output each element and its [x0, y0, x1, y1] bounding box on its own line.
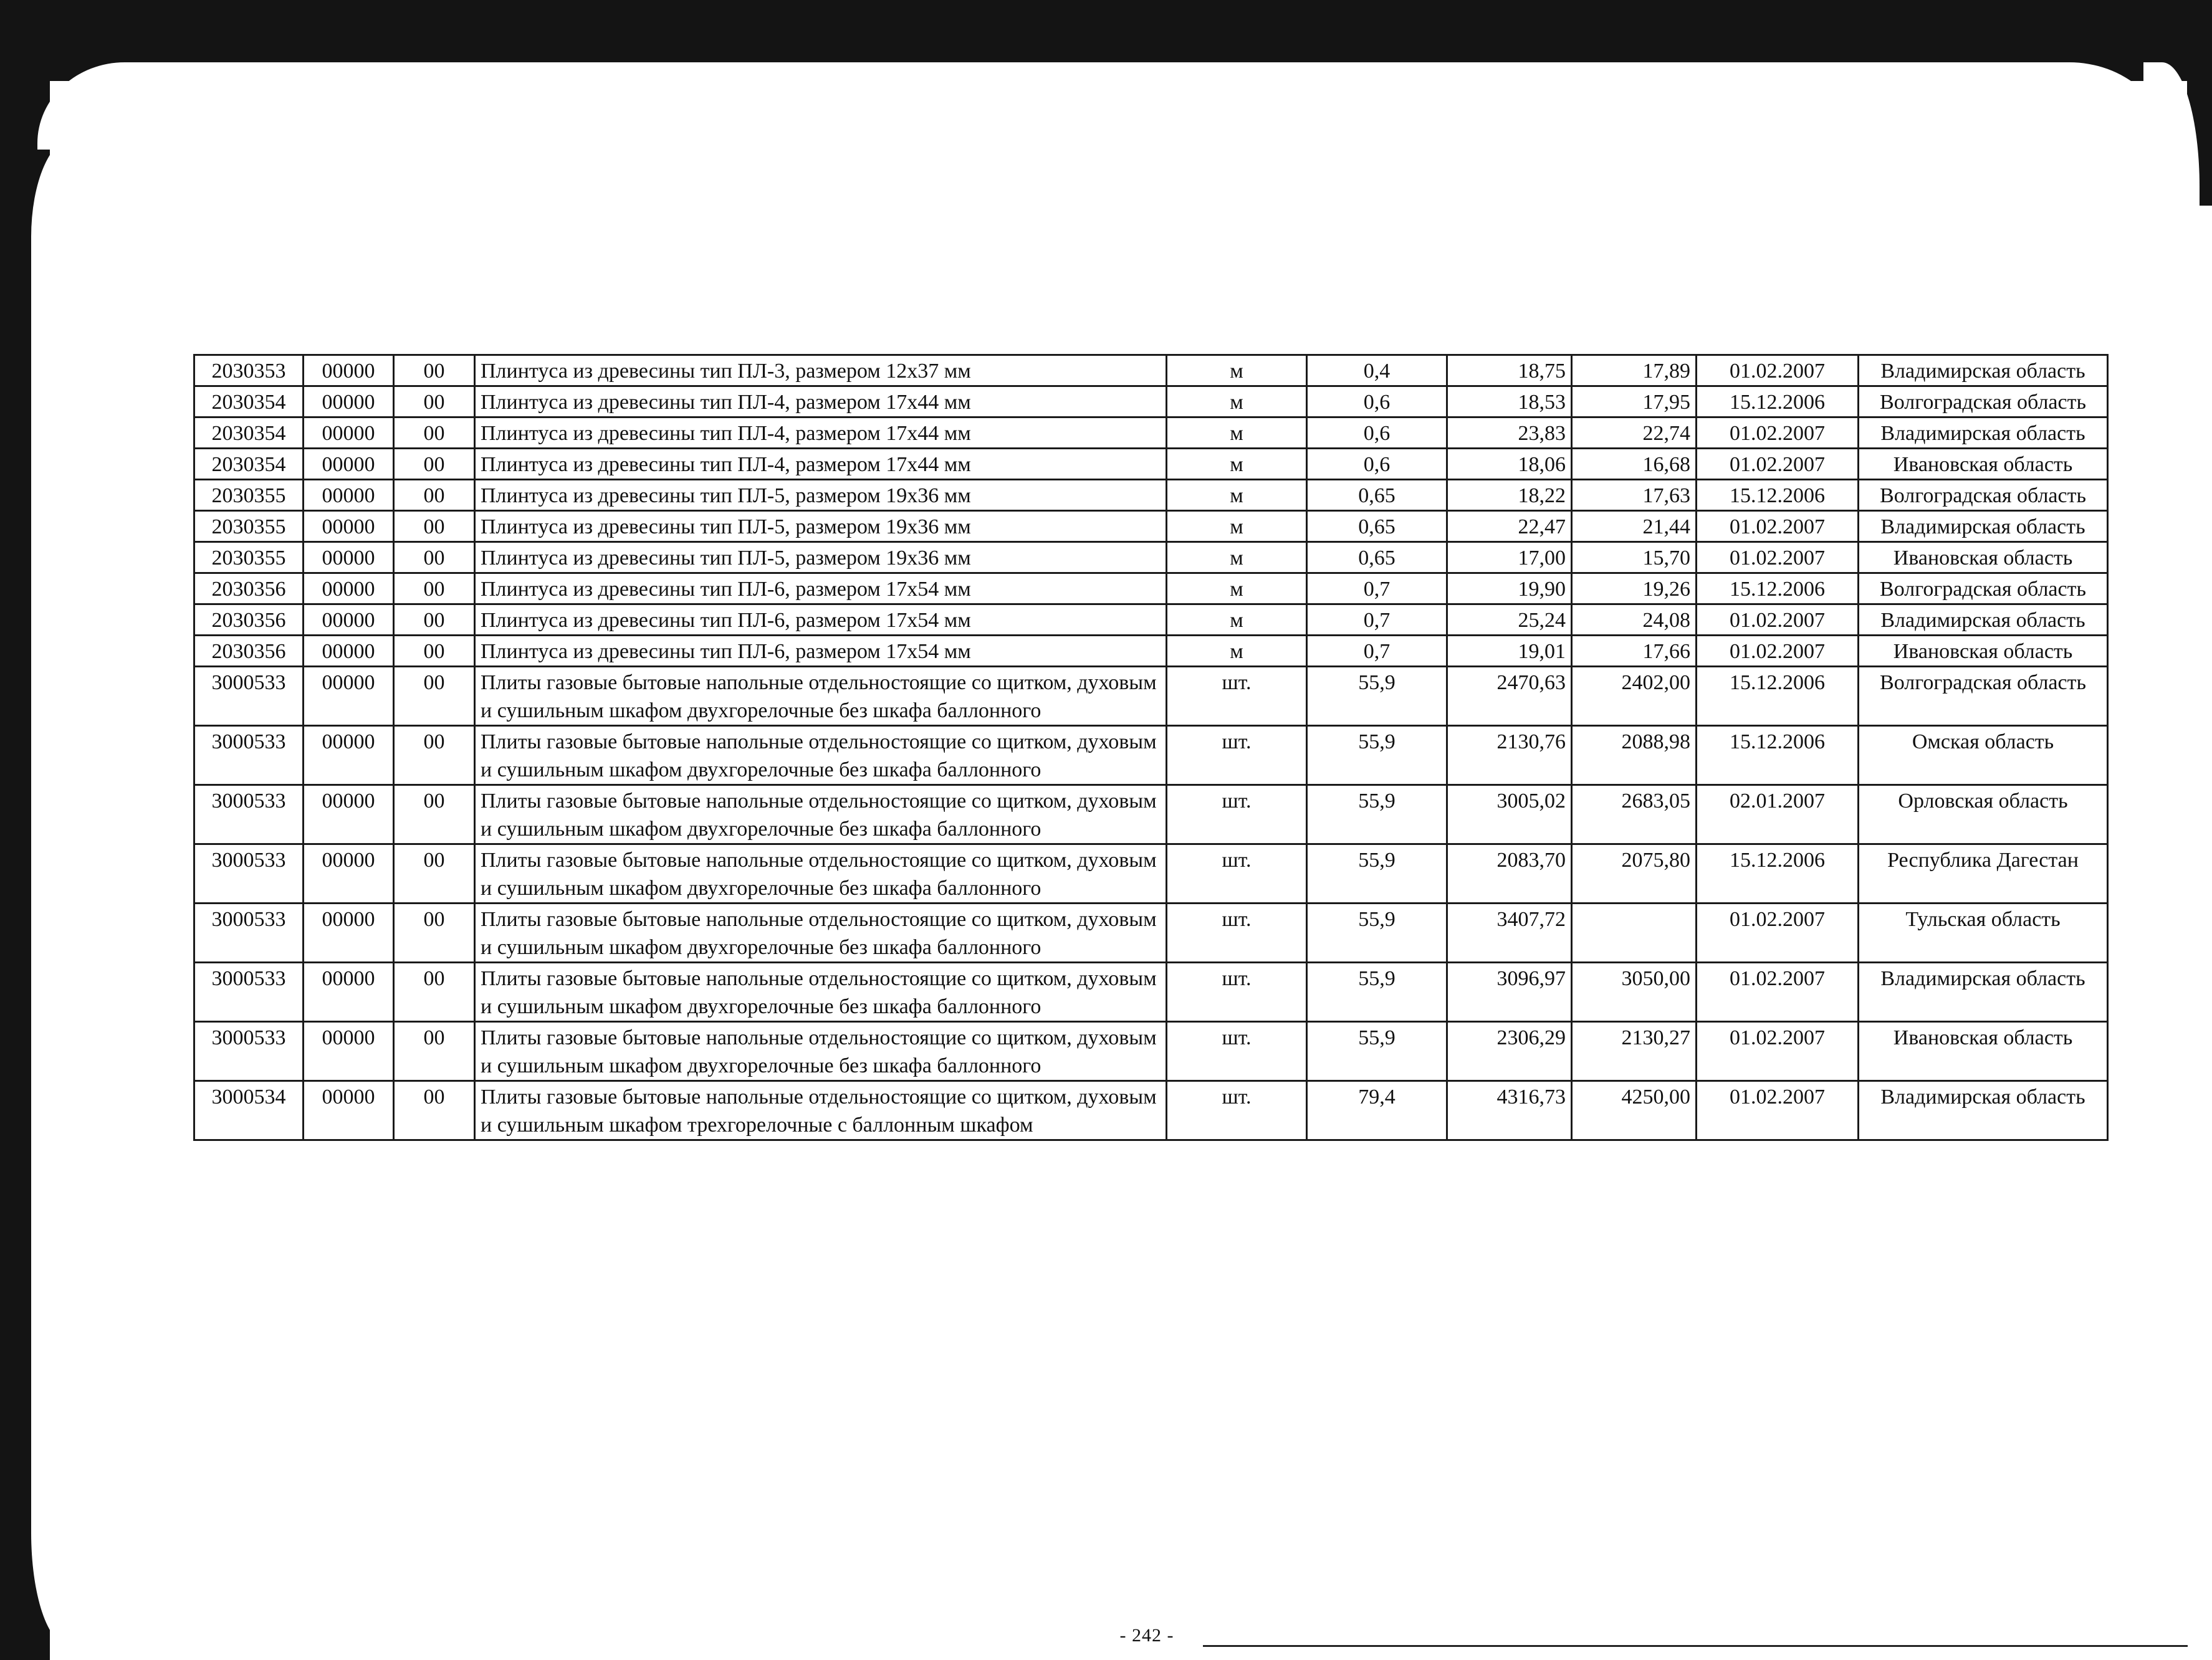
- row-code: 2030354: [194, 417, 304, 449]
- row-name: Плинтуса из древесины тип ПЛ-6, размером 17х54 мм: [475, 573, 1167, 604]
- row-subcode: 00000: [304, 604, 394, 636]
- row-subcode: 00000: [304, 904, 394, 963]
- row-coefficient: 0,65: [1307, 480, 1447, 511]
- row-price-2: 2683,05: [1572, 785, 1697, 844]
- row-subcode-2: 00: [394, 480, 475, 511]
- row-date: 01.02.2007: [1697, 636, 1859, 667]
- row-coefficient: 55,9: [1307, 904, 1447, 963]
- row-coefficient: 55,9: [1307, 844, 1447, 904]
- table-row: [194, 355, 2108, 386]
- row-name: Плиты газовые бытовые напольные отдельностоящие со щитком, духовым и сушильным шкафом двухгорелочные без шкафа баллонного: [475, 785, 1167, 844]
- row-coefficient: 79,4: [1307, 1081, 1447, 1140]
- row-code: 2030356: [194, 604, 304, 636]
- row-price-2: 19,26: [1572, 573, 1697, 604]
- row-coefficient: 55,9: [1307, 785, 1447, 844]
- row-coefficient: 0,7: [1307, 573, 1447, 604]
- row-subcode-2: 00: [394, 511, 475, 542]
- row-name: Плиты газовые бытовые напольные отдельностоящие со щитком, духовым и сушильным шкафом двухгорелочные без шкафа баллонного: [475, 963, 1167, 1022]
- row-code: 2030356: [194, 636, 304, 667]
- row-region: Волгоградская область: [1859, 667, 2108, 726]
- row-date: 15.12.2006: [1697, 573, 1859, 604]
- row-date: 01.02.2007: [1697, 963, 1859, 1022]
- row-price-2: 2402,00: [1572, 667, 1697, 726]
- table-row: [194, 386, 2108, 417]
- row-price-1: 25,24: [1447, 604, 1572, 636]
- row-subcode-2: 00: [394, 542, 475, 573]
- row-subcode-2: 00: [394, 904, 475, 963]
- row-code: 3000533: [194, 667, 304, 726]
- row-price-1: 18,22: [1447, 480, 1572, 511]
- table-row: [194, 636, 2108, 667]
- row-date: 01.02.2007: [1697, 1022, 1859, 1081]
- row-price-2: 24,08: [1572, 604, 1697, 636]
- row-code: 3000534: [194, 1081, 304, 1140]
- row-subcode: 00000: [304, 667, 394, 726]
- row-date: 01.02.2007: [1697, 355, 1859, 386]
- row-subcode-2: 00: [394, 963, 475, 1022]
- row-price-2: 21,44: [1572, 511, 1697, 542]
- row-price-1: 2130,76: [1447, 726, 1572, 785]
- row-date: 01.02.2007: [1697, 904, 1859, 963]
- row-region: Тульская область: [1859, 904, 2108, 963]
- row-price-1: 2470,63: [1447, 667, 1572, 726]
- row-coefficient: 55,9: [1307, 1022, 1447, 1081]
- row-subcode-2: 00: [394, 386, 475, 417]
- row-subcode: 00000: [304, 511, 394, 542]
- row-subcode: 00000: [304, 785, 394, 844]
- row-name: Плинтуса из древесины тип ПЛ-3, размером 12х37 мм: [475, 355, 1167, 386]
- row-region: Республика Дагестан: [1859, 844, 2108, 904]
- row-coefficient: 0,6: [1307, 386, 1447, 417]
- row-unit: м: [1167, 355, 1307, 386]
- row-price-2: 16,68: [1572, 449, 1697, 480]
- table-row: [194, 480, 2108, 511]
- row-name: Плинтуса из древесины тип ПЛ-4, размером 17х44 мм: [475, 386, 1167, 417]
- row-subcode: 00000: [304, 480, 394, 511]
- row-date: 15.12.2006: [1697, 726, 1859, 785]
- row-price-1: 17,00: [1447, 542, 1572, 573]
- row-region: Волгоградская область: [1859, 573, 2108, 604]
- row-price-1: 3096,97: [1447, 963, 1572, 1022]
- row-coefficient: 0,65: [1307, 511, 1447, 542]
- row-price-1: 3005,02: [1447, 785, 1572, 844]
- row-name: Плиты газовые бытовые напольные отдельностоящие со щитком, духовым и сушильным шкафом трехгорелочные с баллонным шкафом: [475, 1081, 1167, 1140]
- row-price-2: 15,70: [1572, 542, 1697, 573]
- row-subcode: 00000: [304, 542, 394, 573]
- row-subcode-2: 00: [394, 785, 475, 844]
- row-subcode-2: 00: [394, 604, 475, 636]
- row-date: 01.02.2007: [1697, 542, 1859, 573]
- row-region: Волгоградская область: [1859, 386, 2108, 417]
- row-date: 15.12.2006: [1697, 386, 1859, 417]
- table-row: [194, 1022, 2108, 1081]
- row-unit: шт.: [1167, 904, 1307, 963]
- row-subcode: 00000: [304, 844, 394, 904]
- row-subcode-2: 00: [394, 726, 475, 785]
- table-row: [194, 844, 2108, 904]
- row-price-1: 3407,72: [1447, 904, 1572, 963]
- row-code: 2030354: [194, 449, 304, 480]
- row-date: 01.02.2007: [1697, 417, 1859, 449]
- row-subcode-2: 00: [394, 573, 475, 604]
- row-price-1: 2306,29: [1447, 1022, 1572, 1081]
- row-unit: м: [1167, 417, 1307, 449]
- row-name: Плиты газовые бытовые напольные отдельностоящие со щитком, духовым и сушильным шкафом двухгорелочные без шкафа баллонного: [475, 726, 1167, 785]
- table-row: [194, 449, 2108, 480]
- table-row: [194, 785, 2108, 844]
- row-code: 2030356: [194, 573, 304, 604]
- price-table-body: [194, 355, 2108, 1140]
- row-region: Владимирская область: [1859, 1081, 2108, 1140]
- row-price-2: 4250,00: [1572, 1081, 1697, 1140]
- row-name: Плиты газовые бытовые напольные отдельностоящие со щитком, духовым и сушильным шкафом двухгорелочные без шкафа баллонного: [475, 1022, 1167, 1081]
- row-price-2: 22,74: [1572, 417, 1697, 449]
- row-region: Ивановская область: [1859, 1022, 2108, 1081]
- row-coefficient: 0,4: [1307, 355, 1447, 386]
- row-date: 15.12.2006: [1697, 667, 1859, 726]
- row-code: 2030355: [194, 511, 304, 542]
- row-price-1: 23,83: [1447, 417, 1572, 449]
- table-row: [194, 904, 2108, 963]
- row-unit: м: [1167, 542, 1307, 573]
- row-region: Омская область: [1859, 726, 2108, 785]
- row-subcode: 00000: [304, 726, 394, 785]
- row-price-2: 2130,27: [1572, 1022, 1697, 1081]
- row-price-2: 17,66: [1572, 636, 1697, 667]
- row-region: Ивановская область: [1859, 542, 2108, 573]
- row-subcode-2: 00: [394, 449, 475, 480]
- row-price-2: 17,89: [1572, 355, 1697, 386]
- row-date: 01.02.2007: [1697, 1081, 1859, 1140]
- row-date: 01.02.2007: [1697, 511, 1859, 542]
- row-name: Плинтуса из древесины тип ПЛ-5, размером 19х36 мм: [475, 542, 1167, 573]
- table-row: [194, 511, 2108, 542]
- row-region: Владимирская область: [1859, 417, 2108, 449]
- row-date: 01.02.2007: [1697, 449, 1859, 480]
- table-row: [194, 1081, 2108, 1140]
- row-subcode-2: 00: [394, 1022, 475, 1081]
- row-unit: м: [1167, 604, 1307, 636]
- row-code: 3000533: [194, 963, 304, 1022]
- row-subcode-2: 00: [394, 355, 475, 386]
- row-code: 2030355: [194, 480, 304, 511]
- table-row: [194, 667, 2108, 726]
- table-row: [194, 573, 2108, 604]
- row-region: Волгоградская область: [1859, 480, 2108, 511]
- price-table: [193, 354, 2109, 1141]
- row-unit: шт.: [1167, 963, 1307, 1022]
- row-price-1: 18,75: [1447, 355, 1572, 386]
- row-unit: м: [1167, 511, 1307, 542]
- row-unit: шт.: [1167, 785, 1307, 844]
- row-name: Плиты газовые бытовые напольные отдельностоящие со щитком, духовым и сушильным шкафом двухгорелочные без шкафа баллонного: [475, 904, 1167, 963]
- row-subcode: 00000: [304, 573, 394, 604]
- row-price-1: 22,47: [1447, 511, 1572, 542]
- row-region: Владимирская область: [1859, 511, 2108, 542]
- row-price-2: 17,95: [1572, 386, 1697, 417]
- row-date: 15.12.2006: [1697, 480, 1859, 511]
- row-subcode: 00000: [304, 636, 394, 667]
- row-unit: м: [1167, 386, 1307, 417]
- row-region: Ивановская область: [1859, 636, 2108, 667]
- row-price-2: 3050,00: [1572, 963, 1697, 1022]
- row-subcode: 00000: [304, 417, 394, 449]
- row-subcode: 00000: [304, 1081, 394, 1140]
- row-coefficient: 55,9: [1307, 963, 1447, 1022]
- row-price-2: [1572, 904, 1697, 963]
- row-price-2: 17,63: [1572, 480, 1697, 511]
- row-region: Владимирская область: [1859, 963, 2108, 1022]
- row-unit: м: [1167, 449, 1307, 480]
- table-row: [194, 417, 2108, 449]
- page-number: - 242 -: [1119, 1625, 1174, 1646]
- row-price-2: 2088,98: [1572, 726, 1697, 785]
- row-date: 01.02.2007: [1697, 604, 1859, 636]
- row-coefficient: 0,7: [1307, 604, 1447, 636]
- table-row: [194, 542, 2108, 573]
- row-name: Плинтуса из древесины тип ПЛ-4, размером 17х44 мм: [475, 449, 1167, 480]
- table-row: [194, 604, 2108, 636]
- row-code: 2030355: [194, 542, 304, 573]
- row-coefficient: 55,9: [1307, 726, 1447, 785]
- row-unit: шт.: [1167, 1022, 1307, 1081]
- row-subcode: 00000: [304, 355, 394, 386]
- row-price-1: 4316,73: [1447, 1081, 1572, 1140]
- row-name: Плинтуса из древесины тип ПЛ-6, размером 17х54 мм: [475, 636, 1167, 667]
- row-code: 2030354: [194, 386, 304, 417]
- row-code: 3000533: [194, 1022, 304, 1081]
- row-price-1: 2083,70: [1447, 844, 1572, 904]
- row-subcode-2: 00: [394, 1081, 475, 1140]
- row-region: Владимирская область: [1859, 355, 2108, 386]
- row-unit: шт.: [1167, 726, 1307, 785]
- row-subcode: 00000: [304, 963, 394, 1022]
- row-subcode-2: 00: [394, 844, 475, 904]
- row-subcode: 00000: [304, 1022, 394, 1081]
- row-coefficient: 0,6: [1307, 417, 1447, 449]
- row-code: 3000533: [194, 904, 304, 963]
- row-price-1: 18,53: [1447, 386, 1572, 417]
- row-region: Орловская область: [1859, 785, 2108, 844]
- row-unit: м: [1167, 480, 1307, 511]
- row-subcode-2: 00: [394, 667, 475, 726]
- row-unit: м: [1167, 636, 1307, 667]
- row-date: 02.01.2007: [1697, 785, 1859, 844]
- row-code: 3000533: [194, 785, 304, 844]
- row-name: Плинтуса из древесины тип ПЛ-5, размером 19х36 мм: [475, 511, 1167, 542]
- row-region: Ивановская область: [1859, 449, 2108, 480]
- row-name: Плинтуса из древесины тип ПЛ-4, размером 17х44 мм: [475, 417, 1167, 449]
- row-code: 3000533: [194, 726, 304, 785]
- row-price-1: 18,06: [1447, 449, 1572, 480]
- row-name: Плинтуса из древесины тип ПЛ-6, размером 17х54 мм: [475, 604, 1167, 636]
- row-coefficient: 0,65: [1307, 542, 1447, 573]
- row-coefficient: 55,9: [1307, 667, 1447, 726]
- row-subcode-2: 00: [394, 636, 475, 667]
- row-unit: м: [1167, 573, 1307, 604]
- row-price-2: 2075,80: [1572, 844, 1697, 904]
- row-date: 15.12.2006: [1697, 844, 1859, 904]
- row-coefficient: 0,6: [1307, 449, 1447, 480]
- row-name: Плинтуса из древесины тип ПЛ-5, размером 19х36 мм: [475, 480, 1167, 511]
- footer-rule: [1203, 1645, 2188, 1647]
- row-subcode: 00000: [304, 449, 394, 480]
- row-unit: шт.: [1167, 667, 1307, 726]
- row-unit: шт.: [1167, 1081, 1307, 1140]
- row-coefficient: 0,7: [1307, 636, 1447, 667]
- row-name: Плиты газовые бытовые напольные отдельностоящие со щитком, духовым и сушильным шкафом двухгорелочные без шкафа баллонного: [475, 844, 1167, 904]
- row-subcode-2: 00: [394, 417, 475, 449]
- table-row: [194, 963, 2108, 1022]
- row-code: 3000533: [194, 844, 304, 904]
- table-row: [194, 726, 2108, 785]
- row-code: 2030353: [194, 355, 304, 386]
- row-unit: шт.: [1167, 844, 1307, 904]
- row-price-1: 19,01: [1447, 636, 1572, 667]
- row-region: Владимирская область: [1859, 604, 2108, 636]
- row-subcode: 00000: [304, 386, 394, 417]
- row-name: Плиты газовые бытовые напольные отдельностоящие со щитком, духовым и сушильным шкафом двухгорелочные без шкафа баллонного: [475, 667, 1167, 726]
- row-price-1: 19,90: [1447, 573, 1572, 604]
